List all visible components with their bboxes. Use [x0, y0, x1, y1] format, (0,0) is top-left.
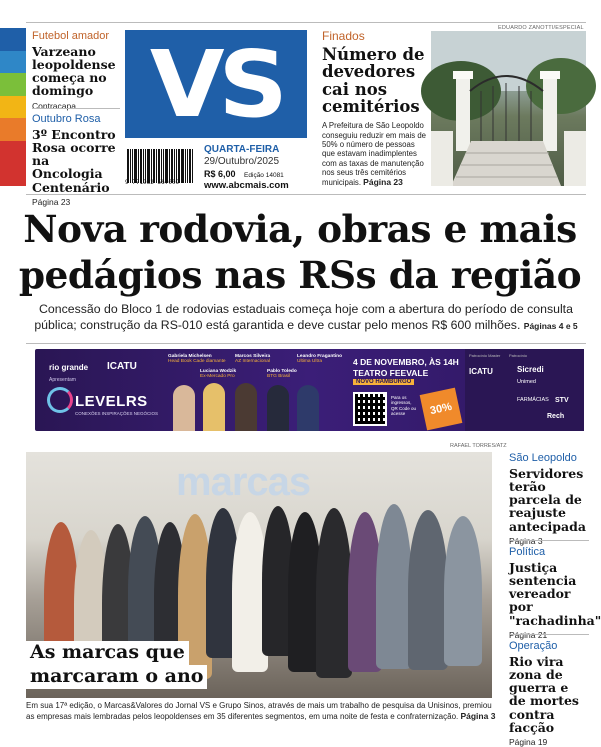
masthead-logo[interactable] [125, 30, 307, 138]
backdrop-text: marcas [176, 460, 311, 504]
cemetery-gate-icon [431, 31, 586, 186]
photo-caption: Em sua 17ª edição, o Marcas&Valores do Jornal VS e Grupo Sinos, através de mais um trabalho de pesquisa da Unisinos, premiou as empresas mais lembradas pelos leopoldenses em 35 diferentes segmentos, em uma noite de festa e confraternização. Página 3 [26, 701, 496, 721]
left-teaser-2[interactable] [32, 113, 120, 207]
edition: Edição 14081 [244, 172, 284, 179]
teaser-headline[interactable]: Rio vira zona de guerra e de mortes contra facção [509, 654, 579, 735]
sponsor-logo: Rech [547, 413, 565, 420]
sponsor-logo: ICATU [469, 367, 493, 376]
photo-title[interactable]: As marcas que [26, 641, 189, 665]
ad-presenter: Apresentam [49, 377, 76, 383]
top-story[interactable] [322, 29, 428, 188]
ad-qr-text: Para os ingressos, QR Code ou acesse [391, 395, 417, 417]
ad-city: NOVO HAMBURGO [353, 379, 414, 385]
barcode-number: 9 771982 567009 [125, 179, 180, 186]
ad-brand-riogrande: rio grande [49, 363, 89, 372]
teaser-page: Contracapa [32, 100, 76, 111]
top-story-body: A Prefeitura de São Leopoldo conseguiu reduzir em mais de 50% o número de pessoas que estavam inadimplentes com as taxas de manutenção nos seus três cemitérios municipais. Página 23 [322, 121, 427, 188]
section-label: Política [509, 546, 546, 558]
top-story-headline[interactable]: Número de devedores cai nos cemitérios [322, 45, 425, 116]
ad-discount-badge: 30% [420, 388, 463, 431]
divider [26, 194, 586, 195]
speaker-4: Luciana Wodzik Ex-Mercado Pro [200, 369, 237, 379]
sponsor-logo: Unimed [517, 379, 536, 385]
divider [32, 108, 120, 109]
color-strip [0, 28, 26, 186]
photo-credit: RAFAEL TORRES/ATZ [450, 443, 507, 449]
speaker-photo [297, 385, 319, 431]
teaser-page: Página 21 [509, 629, 548, 640]
sponsor-logo: Sicredi [517, 365, 544, 374]
right-teaser-1[interactable] [509, 452, 589, 546]
qr-code-icon[interactable] [353, 392, 387, 426]
right-teaser-2[interactable] [509, 546, 601, 640]
section-label: Operação [509, 640, 558, 652]
left-teaser-1[interactable] [32, 30, 120, 111]
speaker-5: Pablo Toledo BTG Brasil [267, 369, 297, 379]
website[interactable]: www.abcmais.com [204, 180, 289, 191]
weekday: QUARTA-FEIRA [204, 144, 280, 155]
speaker-photo [203, 383, 225, 431]
section-label: Finados [322, 29, 365, 43]
masthead-info [204, 144, 314, 191]
price: R$ 6,00 [204, 169, 236, 179]
speaker-3: Leandro Fragantino Ultima Ultra [297, 354, 343, 364]
section-label: Outubro Rosa [32, 113, 101, 125]
teaser-page: Página 23 [32, 196, 71, 207]
ad-event-name: LEVELRS [75, 393, 148, 410]
teaser-headline[interactable]: Servidores terão parcela de reajuste antecipada [509, 466, 586, 534]
teaser-page: Página 19 [509, 736, 548, 747]
photo-credit-top: EDUARDO ZANOTTI/ESPECIAL [498, 25, 584, 31]
speaker-1: Gabriela Michelsen Head Book Cade diamante [168, 354, 226, 364]
ad-date-line: 4 DE NOVEMBRO, ÀS 14H [353, 357, 459, 367]
divider [509, 540, 589, 541]
section-label: Futebol amador [32, 30, 110, 42]
sponsor-logo: FARMÁCIAS [517, 397, 549, 403]
main-headline[interactable]: Nova rodovia, obras e mais pedágios nas RSs da região [18, 207, 582, 297]
date: 29/Outubro/2025 [204, 156, 280, 167]
ad-tagline: CONEXÕES INSPIRAÇÕES NEGÓCIOS [75, 411, 159, 416]
top-rule [26, 22, 586, 23]
section-label: São Leopoldo [509, 452, 577, 464]
sponsors-panel: Patrocínio Master Patrocínio ICATU Sicredi Unimed FARMÁCIAS STV Rech [465, 349, 584, 431]
teaser-headline[interactable]: Justiça sentencia vereador por "rachadinha" [509, 560, 601, 628]
divider [509, 634, 589, 635]
divider [26, 343, 586, 344]
logo-text: VS [150, 30, 282, 138]
levelrs-ad-banner[interactable] [35, 349, 584, 431]
ad-brand-icatu: ICATU [107, 361, 137, 372]
teaser-page: Página 3 [509, 535, 543, 546]
cemetery-photo [431, 31, 586, 186]
speaker-2: Marcos Silveira AZ Internacional [235, 354, 271, 364]
speaker-photo [235, 383, 257, 431]
speaker-photo [267, 385, 289, 431]
speaker-photo [173, 385, 195, 431]
teaser-headline[interactable]: Varzeano leopoldense começa no domingo [32, 44, 116, 99]
levelrs-logo-icon [47, 387, 73, 413]
sponsor-logo: STV [555, 397, 569, 404]
main-deck: Concessão do Bloco 1 de rodovias estaduais começa hoje com a abertura do período de consulta pública; construção da RS-010 está garantida e deve custar pelo menos R$ 600 milhões. Páginas 4 e 5 [34, 302, 578, 333]
ad-venue: TEATRO FEEVALE [353, 368, 429, 378]
barcode [127, 143, 195, 183]
photo-title-2[interactable]: marcaram o ano [26, 665, 207, 689]
right-teaser-3[interactable] [509, 640, 589, 747]
teaser-headline[interactable]: 3º Encontro Rosa ocorre na Oncologia Centenário [32, 127, 116, 195]
